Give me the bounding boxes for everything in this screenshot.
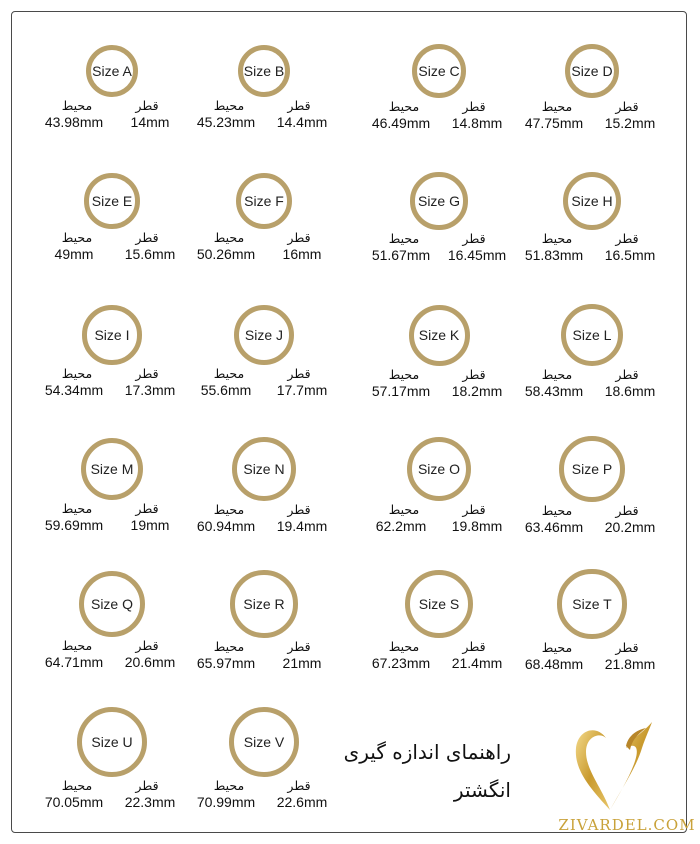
diameter-label: قطر [135,501,159,517]
circumference-value: 46.49mm [371,114,431,131]
ring-circle: Size J [234,305,294,365]
circumference-value: 45.23mm [196,114,256,131]
diameter-label: قطر [287,778,311,794]
diameter-label: قطر [287,638,311,654]
circumference-label: محیط [213,501,245,517]
ring-circle: Size M [81,438,144,501]
ring-circle: Size K [409,305,470,366]
circumference-value: 60.94mm [196,517,256,534]
diameter-label: قطر [462,639,486,655]
diameter-value: 20.2mm [604,518,656,535]
circumference-value: 70.05mm [44,794,104,810]
circumference-label: محیط [541,99,573,115]
ring-circle: Size B [238,45,291,98]
circumference-value: 67.23mm [371,655,431,672]
circumference-label: محیط [61,98,93,113]
circumference-label: محیط [213,230,245,246]
circumference-value: 68.48mm [524,655,584,672]
ring-size-chart-frame [11,11,696,834]
circumference-value: 64.71mm [44,654,104,671]
diameter-value: 15.2mm [604,115,656,132]
diameter-value: 19mm [130,517,170,534]
diameter-value: 16mm [282,246,322,263]
circumference-value: 54.34mm [44,381,104,398]
circumference-label: محیط [61,501,93,517]
ring-circle: Size Q [79,571,145,637]
ring-circle: Size A [86,45,138,97]
circumference-label: محیط [213,638,245,654]
circumference-label: محیط [388,230,420,246]
diameter-label: قطر [615,231,639,247]
circumference-label: محیط [388,98,420,114]
diameter-label: قطر [462,502,486,518]
logo-text: ZIVARDEL.COM [558,816,696,834]
circumference-value: 50.26mm [196,246,256,263]
diameter-label: قطر [135,365,159,381]
circumference-value: 62.2mm [375,518,427,535]
diameter-value: 17.3mm [124,381,176,398]
diameter-value: 16.45mm [447,246,507,263]
diameter-value: 21.8mm [604,655,656,672]
circumference-label: محیط [388,639,420,655]
circumference-label: محیط [388,502,420,518]
diameter-value: 19.4mm [276,517,328,534]
diameter-value: 21.4mm [451,655,503,672]
diameter-label: قطر [135,98,159,113]
diameter-value: 18.6mm [604,382,656,399]
diameter-label: قطر [287,230,311,246]
ring-circle: Size D [565,44,620,99]
diameter-label: قطر [135,778,159,793]
diameter-value: 14.4mm [276,114,328,131]
diameter-label: قطر [135,638,159,654]
ring-circle: Size L [561,304,623,366]
diameter-label: قطر [615,502,639,518]
circumference-value: 49mm [54,245,94,262]
diameter-label: قطر [287,366,311,382]
diameter-value: 22.6mm [276,794,328,811]
chart-title-line1: راهنمای اندازه گیری [343,740,511,764]
ring-circle: Size S [405,570,473,638]
diameter-value: 17.7mm [276,382,328,399]
circumference-label: محیط [61,229,93,245]
diameter-value: 18.2mm [451,382,503,399]
circumference-label: محیط [541,231,573,247]
circumference-value: 51.67mm [371,246,431,263]
ring-circle: Size N [232,437,296,501]
diameter-value: 14.8mm [451,114,503,131]
diameter-value: 20.6mm [124,654,176,671]
diameter-label: قطر [135,229,159,245]
circumference-value: 70.99mm [196,794,256,811]
diameter-value: 14mm [130,114,170,130]
circumference-value: 65.97mm [196,654,256,671]
circumference-value: 59.69mm [44,517,104,534]
chart-title-line2: انگشتر [453,778,511,802]
gold-heart-icon [570,718,654,814]
circumference-label: محیط [213,98,245,114]
circumference-value: 47.75mm [524,115,584,132]
ring-circle: Size T [557,569,626,638]
ring-circle: Size F [236,173,293,230]
circumference-label: محیط [541,639,573,655]
circumference-label: محیط [388,366,420,382]
diameter-value: 22.3mm [124,794,176,810]
circumference-label: محیط [61,365,93,381]
ring-circle: Size R [230,570,297,637]
circumference-value: 51.83mm [524,247,584,264]
ring-circle: Size G [410,172,467,229]
ring-circle: Size V [229,707,300,778]
diameter-value: 21mm [282,654,322,671]
circumference-value: 43.98mm [44,114,104,130]
diameter-label: قطر [462,98,486,114]
circumference-label: محیط [213,366,245,382]
diameter-value: 15.6mm [124,245,176,262]
circumference-value: 63.46mm [524,518,584,535]
circumference-value: 58.43mm [524,382,584,399]
ring-circle: Size I [82,305,141,364]
diameter-label: قطر [462,366,486,382]
diameter-label: قطر [615,366,639,382]
ring-circle: Size U [77,707,147,777]
ring-circle: Size E [84,173,140,229]
circumference-value: 55.6mm [200,382,252,399]
circumference-value: 57.17mm [371,382,431,399]
diameter-label: قطر [287,501,311,517]
circumference-label: محیط [61,638,93,654]
circumference-label: محیط [541,366,573,382]
ring-circle: Size H [563,172,621,230]
ring-circle: Size O [407,437,472,502]
diameter-label: قطر [615,639,639,655]
diameter-label: قطر [462,230,486,246]
diameter-label: قطر [615,99,639,115]
diameter-value: 19.8mm [451,518,503,535]
diameter-value: 16.5mm [604,247,656,264]
circumference-label: محیط [213,778,245,794]
ring-circle: Size P [559,436,625,502]
diameter-label: قطر [287,98,311,114]
ring-circle: Size C [412,44,466,98]
circumference-label: محیط [61,778,93,793]
circumference-label: محیط [541,502,573,518]
